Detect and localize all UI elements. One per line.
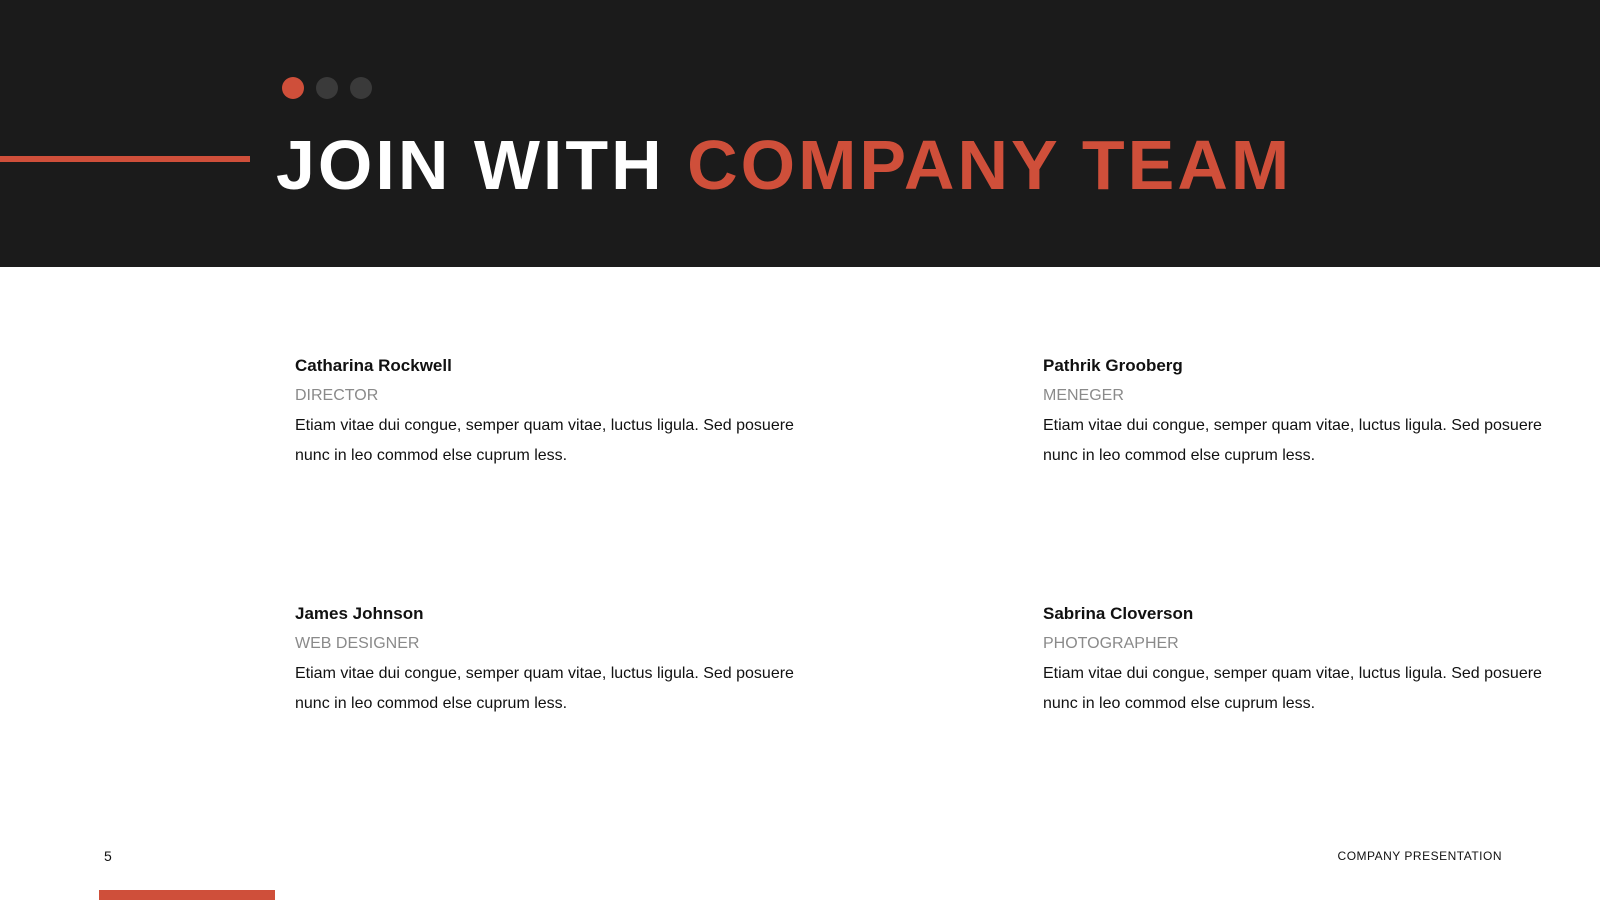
pager-dot[interactable] (316, 77, 338, 99)
member-description: Etiam vitae dui congue, semper quam vitae, luctus ligula. Sed posuere nunc in leo commod else cuprum less. (295, 665, 794, 712)
page-number: 5 (104, 848, 112, 864)
title-white-part: JOIN WITH (276, 126, 665, 204)
header-banner (0, 0, 1600, 267)
pager-dots (282, 77, 372, 99)
member-name: Pathrik Grooberg (1043, 356, 1183, 375)
member-role: WEB DESIGNER (295, 635, 420, 652)
page-title (276, 124, 1292, 206)
footer-label: COMPANY PRESENTATION (1337, 849, 1502, 863)
member-description: Etiam vitae dui congue, semper quam vitae, luctus ligula. Sed posuere nunc in leo commod else cuprum less. (295, 417, 794, 464)
pager-dot[interactable] (350, 77, 372, 99)
team-member-card (295, 599, 795, 719)
member-role: PHOTOGRAPHER (1043, 635, 1179, 652)
pager-dot-active[interactable] (282, 77, 304, 99)
team-member-card (1043, 351, 1543, 471)
team-member-card (1043, 599, 1543, 719)
title-accent-part: COMPANY TEAM (687, 126, 1293, 204)
member-description: Etiam vitae dui congue, semper quam vitae, luctus ligula. Sed posuere nunc in leo commod else cuprum less. (1043, 665, 1542, 712)
member-name: James Johnson (295, 604, 424, 623)
footer-accent-bar (99, 890, 275, 900)
accent-line (0, 156, 250, 162)
member-description: Etiam vitae dui congue, semper quam vitae, luctus ligula. Sed posuere nunc in leo commod else cuprum less. (1043, 417, 1542, 464)
member-name: Sabrina Cloverson (1043, 604, 1194, 623)
member-role: DIRECTOR (295, 387, 379, 404)
team-member-card (295, 351, 795, 471)
member-name: Catharina Rockwell (295, 356, 452, 375)
member-role: MENEGER (1043, 387, 1124, 404)
